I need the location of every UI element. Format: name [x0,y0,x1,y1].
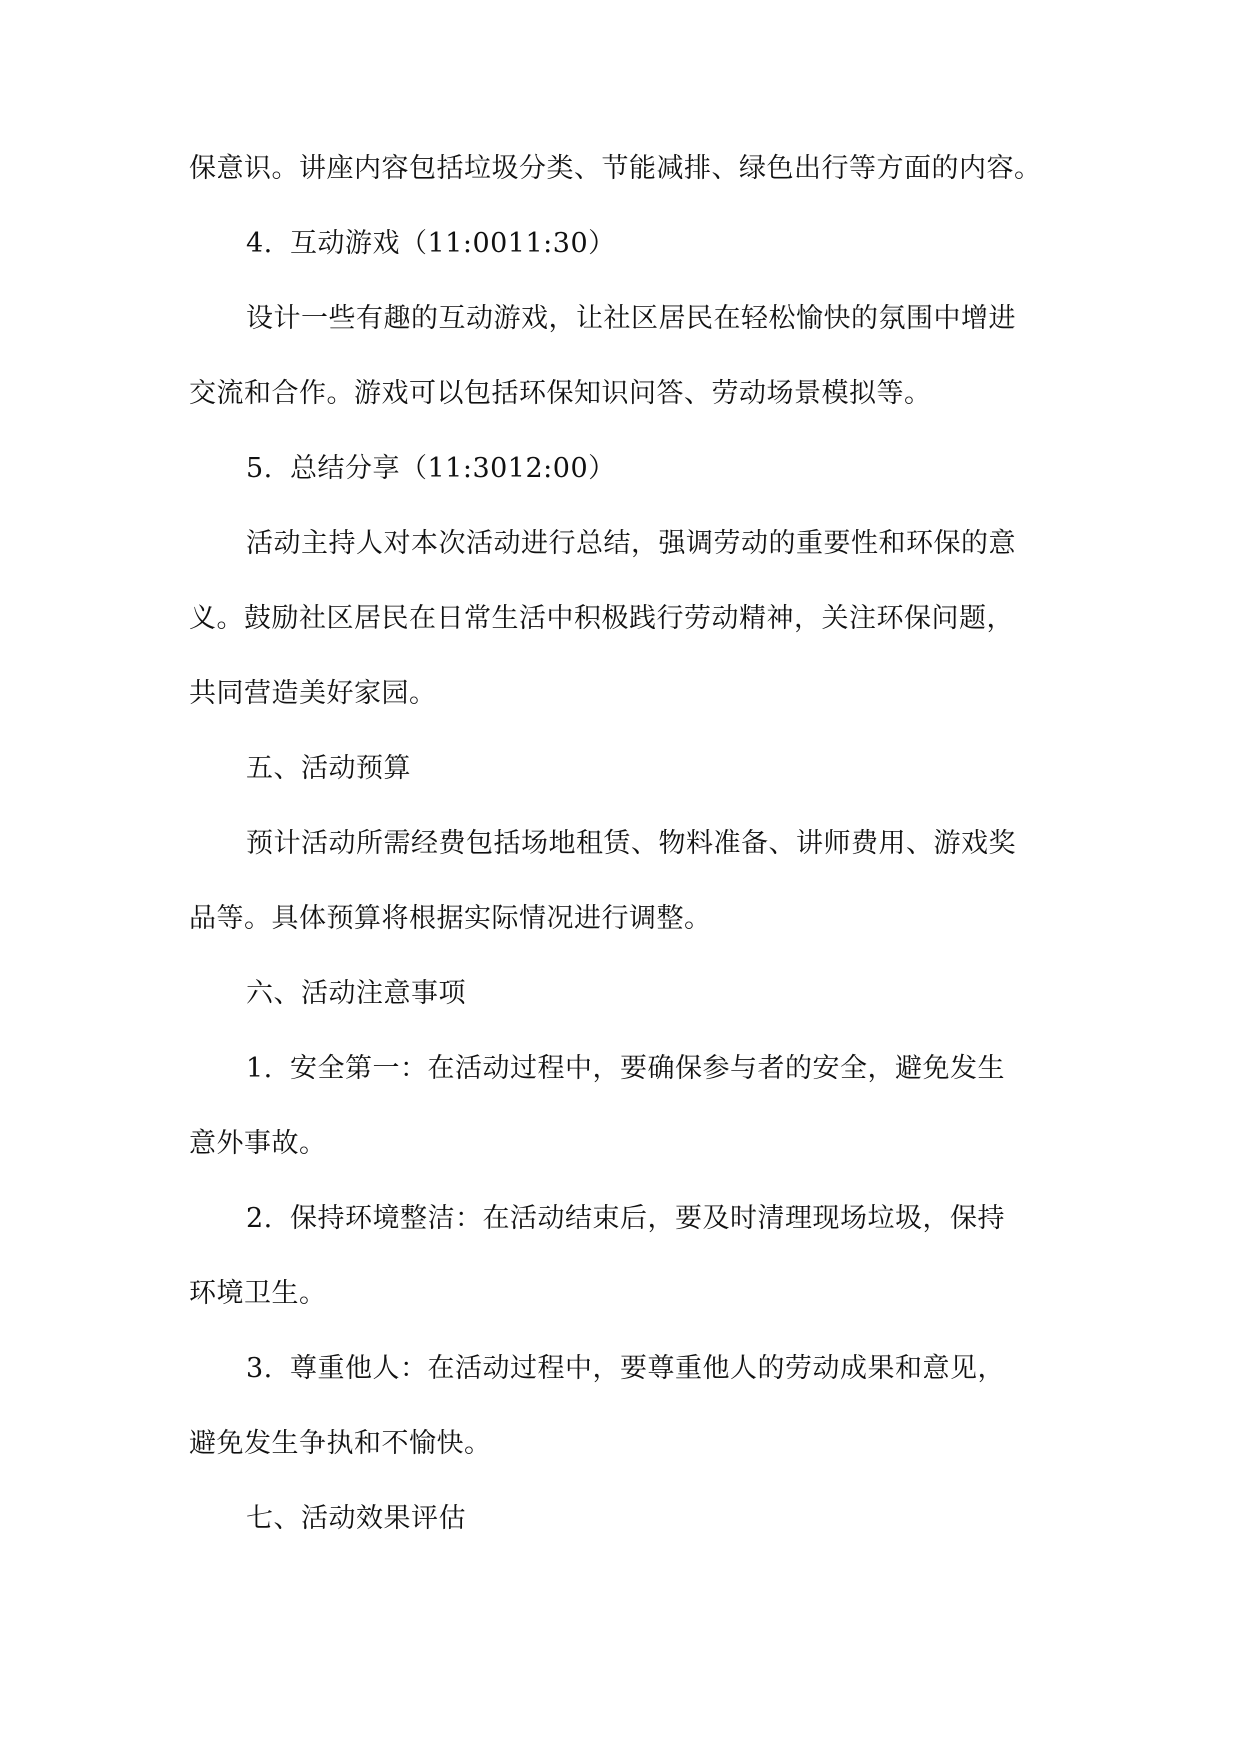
list-item-heading [246,1197,1076,1241]
paragraph-line: 共同营造美好家园。 [189,678,437,709]
section-heading: 七、活动效果评估 [246,1503,466,1534]
list-item-heading [246,447,1076,491]
paragraph-line: 交流和合作。游戏可以包括环保知识问答、劳动场景模拟等。 [189,378,932,409]
list-item-label: 互动游戏（11:0011:30） [290,228,616,259]
paragraph-line: 品等。具体预算将根据实际情况进行调整。 [189,903,712,934]
section-heading: 六、活动注意事项 [246,978,466,1009]
list-number: 2. [246,1203,273,1234]
paragraph-line: 意外事故。 [189,1128,327,1159]
paragraph-line: 避免发生争执和不愉快。 [189,1428,492,1459]
paragraph-line: 活动主持人对本次活动进行总结，强调劳动的重要性和环保的意 [246,528,1016,559]
list-item-heading [246,1047,1076,1091]
paragraph-line: 设计一些有趣的互动游戏，让社区居民在轻松愉快的氛围中增进 [246,303,1016,334]
paragraph-line: 保意识。讲座内容包括垃圾分类、节能减排、绿色出行等方面的内容。 [189,153,1042,184]
paragraph-line: 义。鼓励社区居民在日常生活中积极践行劳动精神，关注环保问题， [189,603,1014,634]
list-item-heading [246,222,1076,266]
paragraph-line: 预计活动所需经费包括场地租赁、物料准备、讲师费用、游戏奖 [246,828,1016,859]
list-number: 4. [246,228,273,259]
list-item-label: 安全第一：在活动过程中，要确保参与者的安全，避免发生 [290,1053,1005,1084]
paragraph-line: 环境卫生。 [189,1278,327,1309]
list-item-label: 总结分享（11:3012:00） [290,453,616,484]
list-number: 5. [246,453,273,484]
list-item-heading [246,1347,1076,1391]
list-item-label: 尊重他人：在活动过程中，要尊重他人的劳动成果和意见， [290,1353,1005,1384]
list-number: 3. [246,1353,273,1384]
section-heading: 五、活动预算 [246,753,411,784]
list-item-label: 保持环境整洁：在活动结束后，要及时清理现场垃圾，保持 [290,1203,1005,1234]
list-number: 1. [246,1053,273,1084]
